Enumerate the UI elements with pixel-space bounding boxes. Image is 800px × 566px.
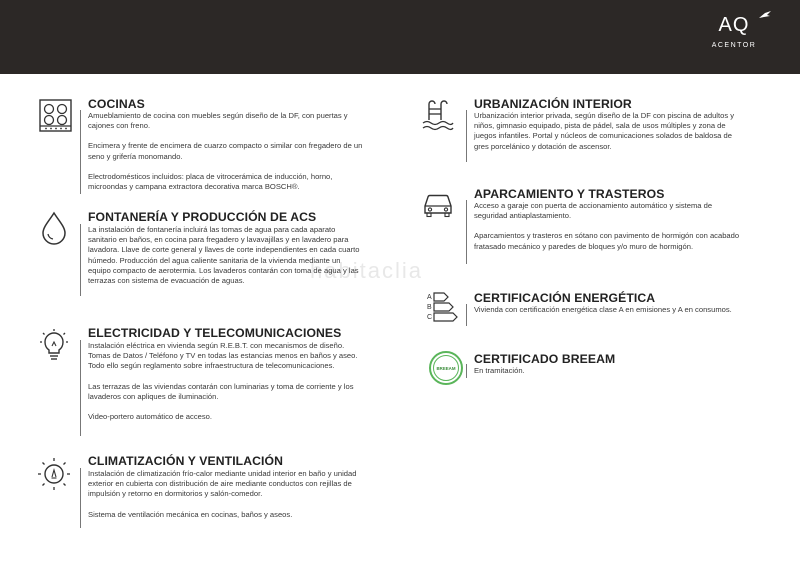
- breeam-badge-icon: [428, 350, 464, 386]
- paragraph: Aparcamientos y trasteros en sótano con pavimento de hormigón con acabado fratasado mecánico y paredes de bloques y/o muro de hormigón.: [474, 231, 740, 251]
- section-title: COCINAS: [88, 97, 145, 111]
- header-bar: [0, 0, 800, 74]
- section-body: [88, 341, 364, 432]
- section-title: FONTANERÍA Y PRODUCCIÓN DE ACS: [88, 210, 317, 224]
- paragraph: En tramitación.: [474, 366, 525, 375]
- paragraph: Amueblamiento de cocina con muebles según diseño de la DF, con puertas y cajones con freno.: [88, 111, 348, 131]
- paragraph: Sistema de ventilación mecánica en cocinas, baños y aseos.: [88, 509, 293, 519]
- energy-letter-b: B: [427, 304, 432, 311]
- paragraph: Electrodomésticos incluidos: placa de vitrocerámica de inducción, horno, microondas y campana extractora decorativa marca BOSCH®.: [88, 171, 333, 192]
- paragraph: Encimera y frente de encimera de cuarzo compacto o similar con fregadero de un seno y grifería monomando.: [88, 141, 363, 161]
- paragraph: Acceso a garaje con puerta de accionamiento automático y sistema de seguridad antiaplastamiento.: [474, 201, 713, 221]
- energy-letter-a: A: [427, 294, 432, 301]
- section-title: ELECTRICIDAD Y TELECOMUNICACIONES: [88, 326, 342, 340]
- paragraph: Urbanización interior privada, según diseño de la DF con piscina de adultos y niños, gimnasio equipado, pista de pádel, sala de usos múltiples y zona de juegos infantiles. Portal y núcleos de comunicaciones solados de baldosa de gres porcelánico y dotación de ascensor.: [474, 111, 735, 151]
- climate-sun-icon: [36, 456, 72, 492]
- watermark: habitaclia: [310, 258, 423, 283]
- section-body: [88, 225, 364, 296]
- logo-subtitle: ACENTOR: [711, 42, 757, 49]
- cooktop-icon: [38, 98, 74, 134]
- paragraph: Vivienda con certificación energética clase A en emisiones y A en consumos.: [474, 305, 732, 314]
- section-body: [474, 366, 744, 386]
- section-body: [474, 111, 744, 162]
- divider-line: [466, 364, 467, 378]
- car-icon: [420, 186, 456, 222]
- divider-line: [80, 468, 81, 528]
- paragraph: Video-portero automático de acceso.: [88, 412, 212, 422]
- divider-line: [80, 110, 81, 194]
- energy-letter-c: C: [427, 314, 433, 321]
- paragraph: Instalación de climatización frío-calor mediante unidad interior en baño y unidad exterior en cubierta con distribución de aire mediante conductos con rejillas de impulsión y retorno en dormitorios y salón-comedor.: [88, 469, 357, 499]
- section-title: CERTIFICADO BREEAM: [474, 352, 616, 366]
- pool-ladder-icon: [420, 98, 456, 134]
- section-title: CLIMATIZACIÓN Y VENTILACIÓN: [88, 454, 283, 468]
- section-body: [88, 469, 368, 530]
- paragraph: La instalación de fontanería incluirá las tomas de agua para cada aparato sanitario en baños, en cocina para fregadero y lavavajillas y en lavadero para lavadora. Llave de corte general y llaves de corte independientes en cada cuarto húmedo. Producción del agua caliente sanitaria de la vivienda mediante un equipo compacto de aerotermia. Los lavaderos contarán con toma de agua y las terrazas con sistema de evacuación de aguas.: [88, 225, 360, 286]
- paragraph: Instalación eléctrica en vivienda según R.E.B.T. con mecanismos de diseño. Tomas de Datos / Teléfono y TV en todas las estancias menos en baños y aseo. Todo ello según reglamento sobre infraestructura de telecomunicaciones.: [88, 341, 358, 371]
- section-body: [88, 111, 364, 202]
- section-title: APARCAMIENTO Y TRASTEROS: [474, 187, 665, 201]
- section-body: [474, 305, 744, 325]
- light-bulb-icon: [36, 328, 72, 364]
- logo-mark: AQ: [718, 14, 750, 36]
- paragraph: Las terrazas de las viviendas contarán con luminarias y toma de corriente y los lavaderos con apliques de iluminación.: [88, 381, 354, 401]
- section-title: URBANIZACIÓN INTERIOR: [474, 97, 632, 111]
- divider-line: [466, 110, 467, 162]
- divider-line: [466, 200, 467, 264]
- divider-line: [80, 224, 81, 296]
- section-title: CERTIFICACIÓN ENERGÉTICA: [474, 291, 656, 305]
- divider-line: [80, 340, 81, 436]
- divider-line: [466, 304, 467, 326]
- brand-logo: [702, 14, 766, 60]
- section-body: [474, 201, 744, 262]
- water-drop-icon: [36, 210, 72, 246]
- breeam-badge-text: BREEAM: [436, 366, 456, 371]
- energy-rating-icon: [424, 290, 460, 326]
- bird-icon: [758, 10, 772, 20]
